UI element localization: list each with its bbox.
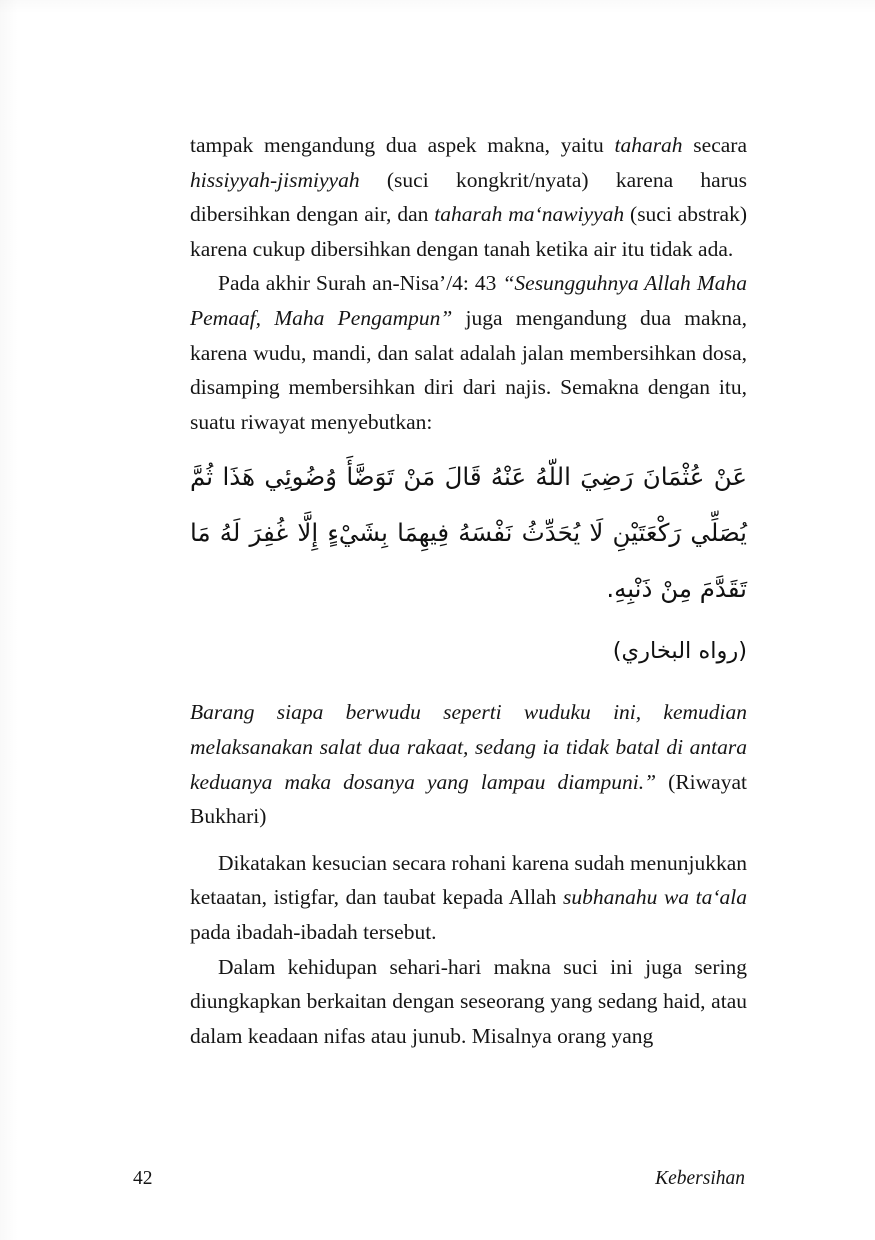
page-footer xyxy=(133,1168,745,1190)
text-segment: (suci kongkrit/nyata) karena harus dibersihkan dengan air, dan xyxy=(190,167,747,227)
hadith-translation xyxy=(190,695,747,833)
hadith-arabic xyxy=(190,449,747,617)
text-segment: (رواه البخاري) xyxy=(612,638,747,665)
text-segment: (suci abstrak) karena cukup dibersihkan dengan tanah ketika air itu tidak ada. xyxy=(190,202,747,261)
text-segment: tampak mengandung dua aspek makna, yaitu xyxy=(190,133,615,157)
text-block xyxy=(190,128,747,1053)
paragraph-kehidupan-sehari-hari xyxy=(190,950,747,1054)
text-segment: Pada akhir Surah an-Nisa’/4: 43 xyxy=(218,271,503,296)
text-segment: pada ibadah-ibadah tersebut. xyxy=(190,919,437,944)
text-segment-italic: subhanahu wa ta‘ala xyxy=(562,885,747,910)
text-segment: (Riwayat Bukhari) xyxy=(190,769,747,829)
text-segment-italic: “Sesungguhnya Allah Maha Pemaaf, Maha Pengampun” xyxy=(190,271,747,330)
text-segment: juga mengandung dua makna, karena wudu, mandi, dan salat adalah jalan membersihkan dosa, disamping membersihkan diri dari najis. Semakna dengan itu, suatu riwayat menyebutkan: xyxy=(190,305,747,434)
text-segment-italic: taharah xyxy=(614,133,683,157)
hadith-attribution xyxy=(190,631,747,671)
paragraph-surah-annisa xyxy=(190,266,747,439)
running-title: Kebersihan xyxy=(655,1168,745,1189)
text-segment: Dalam kehidupan sehari-hari makna suci ini juga sering diungkapkan berkaitan dengan seseorang yang sedang haid, atau dalam keadaan nifas atau junub. Misalnya orang yang xyxy=(190,954,747,1048)
text-segment-italic: Barang siapa berwudu seperti wuduku ini, kemudian melaksanakan salat dua rakaat, sedang ia tidak batal di antara keduanya maka dosanya yang lampau diampuni.” xyxy=(190,700,747,794)
paragraph-kesucian-rohani xyxy=(190,846,747,950)
text-segment-italic: hissiyyah-jismiyyah xyxy=(190,167,360,192)
paragraph-taharah-aspects xyxy=(190,128,747,266)
text-segment: secara xyxy=(682,133,748,157)
text-segment: Dikatakan kesucian secara rohani karena sudah menunjukkan ketaatan, istigfar, dan taubat kepada Allah xyxy=(190,850,747,910)
text-segment: عَنْ عُثْمَانَ رَضِيَ اللّهُ عَنْهُ قَالَ مَنْ تَوَضَّأَ وُضُوئِي هَذَا ثُمَّ يُصَلِّي رَكْعَتَيْنِ لَا يُحَدِّثُ نَفْسَهُ فِيهِمَا بِشَيْءٍ إِلَّا غُفِرَ لَهُ مَا تَقَدَّمَ مِنْ ذَنْبِهِ. xyxy=(190,462,747,604)
page-number: 42 xyxy=(133,1168,153,1189)
text-segment-italic: taharah ma‘nawiyyah xyxy=(434,202,625,227)
